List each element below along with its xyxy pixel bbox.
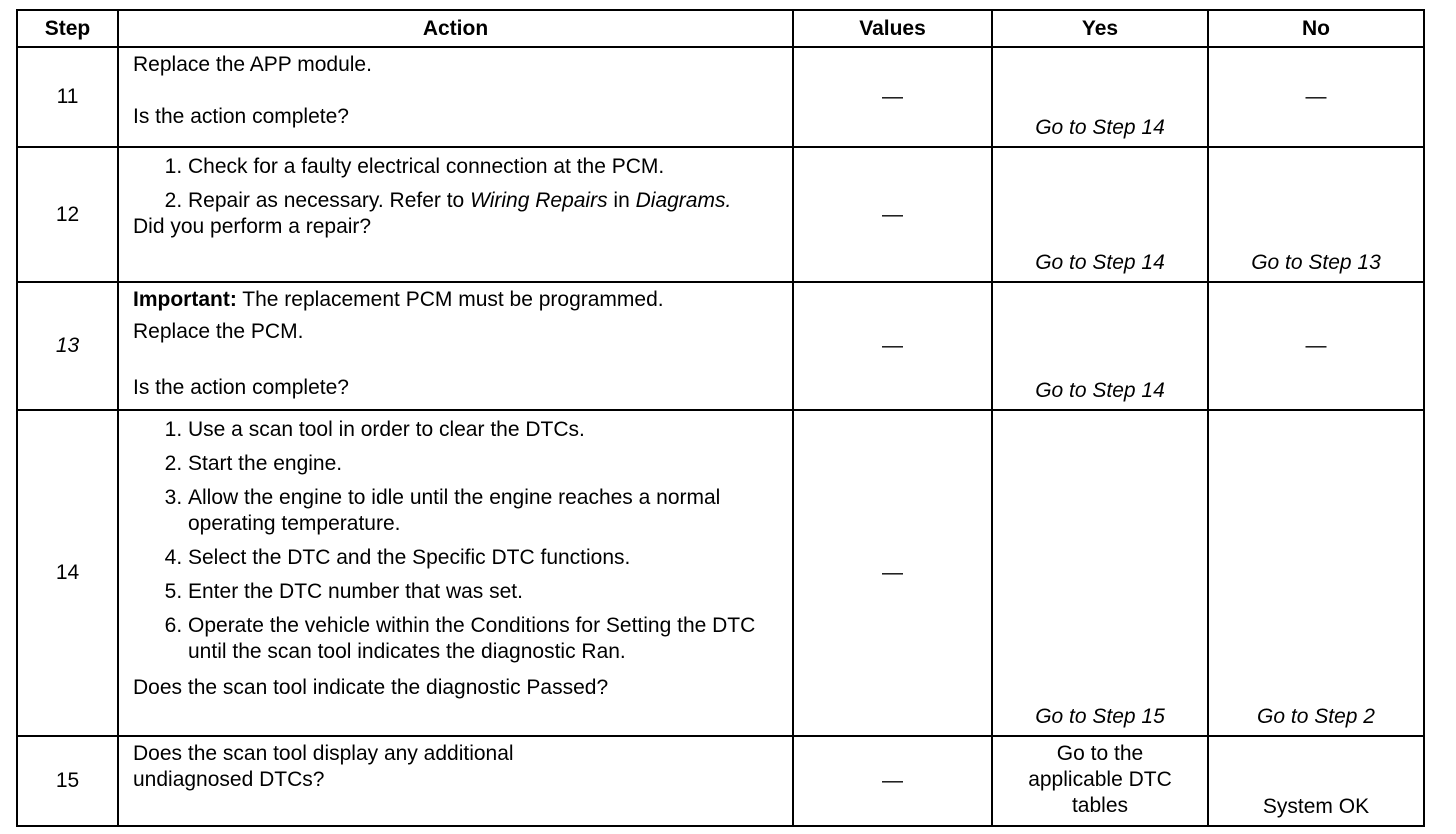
table-row bbox=[17, 410, 1424, 736]
yes-cell: Go to Step 14 bbox=[992, 47, 1208, 147]
action-step: 6. Operate the vehicle within the Conditions for Setting the DTC until the scan tool indicates the diagnostic Ran. bbox=[188, 613, 780, 665]
table-row bbox=[17, 147, 1424, 282]
no-cell: — bbox=[1208, 47, 1424, 147]
action-step: 3. Allow the engine to idle until the engine reaches a normal operating temperature. bbox=[188, 485, 780, 537]
action-step: 5. Enter the DTC number that was set. bbox=[188, 579, 780, 605]
values-cell: — bbox=[793, 410, 992, 736]
important-note: Important: The replacement PCM must be programmed. bbox=[133, 288, 664, 311]
action-cell bbox=[118, 47, 793, 147]
values-cell: — bbox=[793, 147, 992, 282]
values-cell: — bbox=[793, 47, 992, 147]
yes-cell: Go to Step 14 bbox=[992, 282, 1208, 410]
action-step: 1. Use a scan tool in order to clear the DTCs. bbox=[188, 417, 780, 443]
header-values: Values bbox=[793, 10, 992, 47]
step-number: 15 bbox=[17, 736, 118, 826]
header-no: No bbox=[1208, 10, 1424, 47]
step-number: 14 bbox=[17, 410, 118, 736]
action-steps bbox=[133, 154, 780, 214]
header-action: Action bbox=[118, 10, 793, 47]
action-step: 2. Start the engine. bbox=[188, 451, 780, 477]
no-cell: Go to Step 2 bbox=[1208, 410, 1424, 736]
reference-link: Diagrams. bbox=[635, 189, 732, 212]
diagnostic-table bbox=[16, 9, 1425, 827]
action-cell bbox=[118, 410, 793, 736]
no-cell: Go to Step 13 bbox=[1208, 147, 1424, 282]
step-number: 13 bbox=[17, 282, 118, 410]
action-question: Is the action complete? bbox=[133, 105, 349, 128]
action-instruction: Replace the APP module. bbox=[133, 53, 372, 76]
table-row bbox=[17, 47, 1424, 147]
action-cell bbox=[118, 147, 793, 282]
yes-cell bbox=[992, 736, 1208, 826]
step-number: 12 bbox=[17, 147, 118, 282]
action-cell bbox=[118, 736, 793, 826]
no-cell: System OK bbox=[1208, 736, 1424, 826]
action-cell bbox=[118, 282, 793, 410]
header-yes: Yes bbox=[992, 10, 1208, 47]
action-instruction: Replace the PCM. bbox=[133, 320, 304, 343]
no-cell: — bbox=[1208, 282, 1424, 410]
action-step: 1. Check for a faulty electrical connection at the PCM. bbox=[188, 154, 780, 180]
yes-cell: Go to Step 14 bbox=[992, 147, 1208, 282]
yes-text: Go to the applicable DTC tables bbox=[1028, 742, 1172, 817]
action-step: 4. Select the DTC and the Specific DTC functions. bbox=[188, 545, 780, 571]
step-number: 11 bbox=[17, 47, 118, 147]
action-question: Did you perform a repair? bbox=[133, 215, 372, 238]
action-steps bbox=[133, 417, 780, 665]
action-question: Does the scan tool indicate the diagnostic Passed? bbox=[133, 676, 609, 699]
action-question: Does the scan tool display any additional undiagnosed DTCs? bbox=[133, 742, 514, 791]
yes-cell: Go to Step 15 bbox=[992, 410, 1208, 736]
values-cell: — bbox=[793, 736, 992, 826]
table-row bbox=[17, 282, 1424, 410]
table-row bbox=[17, 736, 1424, 826]
header-row bbox=[17, 10, 1424, 47]
action-question: Is the action complete? bbox=[133, 376, 349, 399]
action-step: 2. Repair as necessary. Refer to Wiring Repairs in Diagrams. bbox=[188, 188, 780, 214]
reference-link: Wiring Repairs bbox=[470, 189, 608, 212]
header-step: Step bbox=[17, 10, 118, 47]
values-cell: — bbox=[793, 282, 992, 410]
